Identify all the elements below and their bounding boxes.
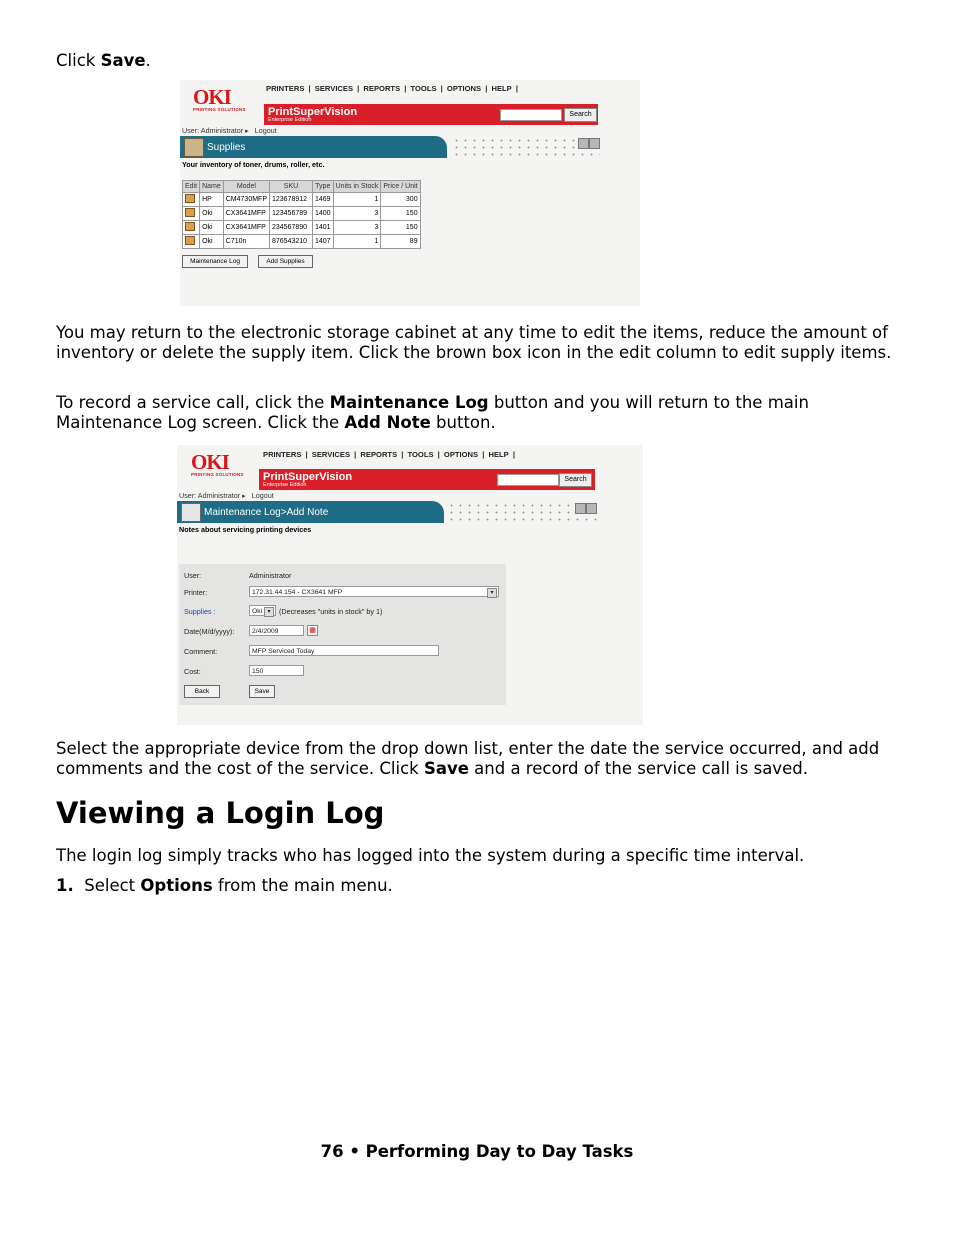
search-button[interactable]: Search: [564, 108, 597, 122]
cell-price: 150: [381, 207, 420, 221]
cell-type: 1469: [312, 193, 333, 207]
paragraph-login-log: The login log simply tracks who has logged into the system during a specific time interval.: [56, 846, 805, 865]
menu-reports[interactable]: REPORTS: [363, 84, 401, 93]
section-subtitle: Notes about servicing printing devices: [179, 525, 312, 534]
text: To record a service call, click the: [56, 393, 330, 412]
section-heading: Viewing a Login Log: [56, 796, 385, 830]
search-input[interactable]: [497, 474, 559, 486]
cell-units: 1: [333, 235, 381, 249]
paragraph-select-device: [56, 739, 901, 779]
col-edit: Edit: [183, 181, 200, 193]
supplies-table: [182, 180, 421, 249]
calendar-icon[interactable]: ▦: [307, 625, 318, 636]
table-row: [183, 235, 421, 249]
brown-box-icon[interactable]: [185, 208, 195, 217]
supplies-note: (Decreases "units in stock" by 1): [279, 607, 383, 616]
col-name: Name: [200, 181, 224, 193]
col-type: Type: [312, 181, 333, 193]
logout-link[interactable]: Logout: [254, 126, 277, 135]
print-icon[interactable]: [589, 138, 600, 149]
date-input[interactable]: 2/4/2009: [249, 625, 304, 636]
oki-logo: [191, 452, 251, 477]
brown-box-icon[interactable]: [185, 236, 195, 245]
text: button and you will return to the main Maintenance Log screen. Click the: [56, 393, 809, 432]
text: Click: [56, 51, 101, 70]
menu-sep: |: [305, 450, 308, 459]
supplies-icon: [184, 138, 204, 157]
search-input[interactable]: [500, 109, 562, 121]
supplies-field-label[interactable]: Supplies :: [184, 607, 216, 616]
add-supplies-button[interactable]: Add Supplies: [258, 255, 313, 268]
user-field-label: User:: [184, 571, 202, 580]
cell-price: 150: [381, 221, 420, 235]
menu-sep: |: [512, 450, 515, 459]
cell-sku: 123678912: [269, 193, 312, 207]
menu-help[interactable]: HELP: [491, 84, 512, 93]
edit-cell[interactable]: [183, 193, 200, 207]
product-edition: Enterprise Edition: [263, 482, 307, 488]
chevron-down-icon[interactable]: ▾: [487, 588, 497, 598]
cell-units: 3: [333, 207, 381, 221]
menu-help[interactable]: HELP: [488, 450, 509, 459]
main-menu: [266, 84, 520, 93]
text: and a record of the service call is saved.: [468, 759, 808, 778]
menu-sep: |: [515, 84, 518, 93]
page-footer: 76 • Performing Day to Day Tasks: [320, 1142, 634, 1161]
text: Select: [84, 876, 141, 895]
product-banner: [259, 469, 595, 490]
cell-type: 1407: [312, 235, 333, 249]
cell-price: 89: [381, 235, 420, 249]
section-bar: [180, 136, 447, 158]
paragraph-record-service-call: [56, 393, 901, 433]
add-note-form: [179, 564, 506, 705]
cost-input[interactable]: 150: [249, 665, 304, 676]
menu-sep: |: [357, 84, 360, 93]
step-1: [56, 876, 901, 896]
menu-reports[interactable]: REPORTS: [360, 450, 398, 459]
product-name: PrintSuperVision: [263, 471, 353, 483]
cell-type: 1401: [312, 221, 333, 235]
product-banner: [264, 104, 598, 125]
col-price: Price / Unit: [381, 181, 420, 193]
menu-services[interactable]: SERVICES: [311, 450, 351, 459]
back-button[interactable]: Back: [184, 685, 220, 698]
bold-save: Save: [423, 759, 469, 778]
edit-cell[interactable]: [183, 221, 200, 235]
bold-add-note: Add Note: [344, 413, 431, 432]
search-button[interactable]: Search: [559, 473, 592, 487]
product-edition: Enterprise Edition: [268, 117, 312, 123]
menu-sep: |: [308, 84, 311, 93]
text: from the main menu.: [212, 876, 393, 895]
table-row: [183, 193, 421, 207]
cell-name: Oki: [200, 207, 224, 221]
bold-save: Save: [100, 51, 146, 70]
print-icon[interactable]: [586, 503, 597, 514]
menu-options[interactable]: OPTIONS: [446, 84, 482, 93]
menu-sep: |: [404, 84, 407, 93]
menu-sep: |: [440, 84, 443, 93]
menu-printers[interactable]: PRINTERS: [263, 450, 302, 459]
bold-options: Options: [140, 876, 213, 895]
section-title: Supplies: [207, 142, 246, 153]
printer-field-label: Printer:: [184, 588, 208, 597]
cell-sku: 234567890: [269, 221, 312, 235]
user-field-value: Administrator: [249, 571, 292, 580]
chevron-down-icon[interactable]: ▾: [264, 607, 274, 617]
add-note-screenshot: [177, 445, 643, 725]
logo-subtext: PRINTING SOLUTIONS: [193, 107, 246, 112]
step-number: 1.: [56, 876, 74, 895]
cell-price: 300: [381, 193, 420, 207]
logout-link[interactable]: Logout: [251, 491, 274, 500]
logo-subtext: PRINTING SOLUTIONS: [191, 472, 244, 477]
col-sku: SKU: [269, 181, 312, 193]
menu-sep: |: [354, 450, 357, 459]
maintenance-log-button[interactable]: Maintenance Log: [182, 255, 248, 268]
edit-cell[interactable]: [183, 235, 200, 249]
table-row: [183, 221, 421, 235]
cell-sku: 123456789: [269, 207, 312, 221]
oki-logo: [193, 87, 253, 112]
paragraph-edit-items: You may return to the electronic storage cabinet at any time to edit the items, reduce the amount of inventory or delete the supply item. Click the brown box icon in the edit column to edit supply items.: [56, 323, 892, 362]
user-label: User: Administrator: [182, 126, 244, 135]
supplies-selected-value: Oki: [252, 608, 263, 615]
main-menu: [263, 450, 517, 459]
section-bar: [177, 501, 444, 523]
cost-field-label: Cost:: [184, 667, 201, 676]
cell-name: Oki: [200, 221, 224, 235]
save-button[interactable]: Save: [249, 685, 275, 698]
user-line: User: Administrator ▸ Logout: [179, 491, 274, 500]
menu-sep: |: [485, 84, 488, 93]
instruction-click-save: [56, 51, 901, 71]
cell-model: CM4730MFP: [223, 193, 269, 207]
menu-services[interactable]: SERVICES: [314, 84, 354, 93]
help-icon[interactable]: [575, 503, 586, 514]
menu-printers[interactable]: PRINTERS: [266, 84, 305, 93]
text: button.: [430, 413, 496, 432]
cell-sku: 876543210: [269, 235, 312, 249]
supplies-select[interactable]: [249, 605, 276, 616]
cell-model: CX3641MFP: [223, 221, 269, 235]
bold-maintenance-log: Maintenance Log: [329, 393, 489, 412]
supplies-screenshot: [180, 80, 640, 306]
menu-tools[interactable]: TOOLS: [410, 84, 437, 93]
text: Select the appropriate device from the drop down list, enter the date the service occurred, and add comments and the cost of the service. Click: [56, 739, 880, 778]
user-label: User: Administrator: [179, 491, 241, 500]
text: .: [145, 51, 151, 70]
cell-units: 1: [333, 193, 381, 207]
cell-name: Oki: [200, 235, 224, 249]
cell-model: CX3641MFP: [223, 207, 269, 221]
cell-type: 1400: [312, 207, 333, 221]
printer-select[interactable]: [249, 586, 499, 597]
product-name: PrintSuperVision: [268, 106, 358, 118]
help-icon[interactable]: [578, 138, 589, 149]
table-row: [183, 207, 421, 221]
menu-tools[interactable]: TOOLS: [407, 450, 434, 459]
section-title: Maintenance Log>Add Note: [204, 507, 329, 518]
date-field-label: Date(M/d/yyyy):: [184, 627, 235, 636]
printer-selected-value: 172.31.44.154 - CX3641 MFP: [252, 589, 343, 596]
cell-units: 3: [333, 221, 381, 235]
notes-icon: [181, 503, 201, 522]
menu-sep: |: [401, 450, 404, 459]
col-units: Units in Stock: [333, 181, 381, 193]
section-subtitle: Your inventory of toner, drums, roller, etc.: [182, 160, 325, 169]
logo-text: OKI: [191, 450, 229, 474]
menu-sep: |: [437, 450, 440, 459]
table-header: [183, 181, 421, 193]
cell-name: HP: [200, 193, 224, 207]
user-line: User: Administrator ▸ Logout: [182, 126, 277, 135]
comment-input[interactable]: MFP Serviced Today: [249, 645, 439, 656]
brown-box-icon[interactable]: [185, 222, 195, 231]
cell-model: C710n: [223, 235, 269, 249]
col-model: Model: [223, 181, 269, 193]
brown-box-icon[interactable]: [185, 194, 195, 203]
logo-text: OKI: [193, 85, 231, 109]
menu-sep: |: [482, 450, 485, 459]
menu-options[interactable]: OPTIONS: [443, 450, 479, 459]
edit-cell[interactable]: [183, 207, 200, 221]
comment-field-label: Comment:: [184, 647, 218, 656]
